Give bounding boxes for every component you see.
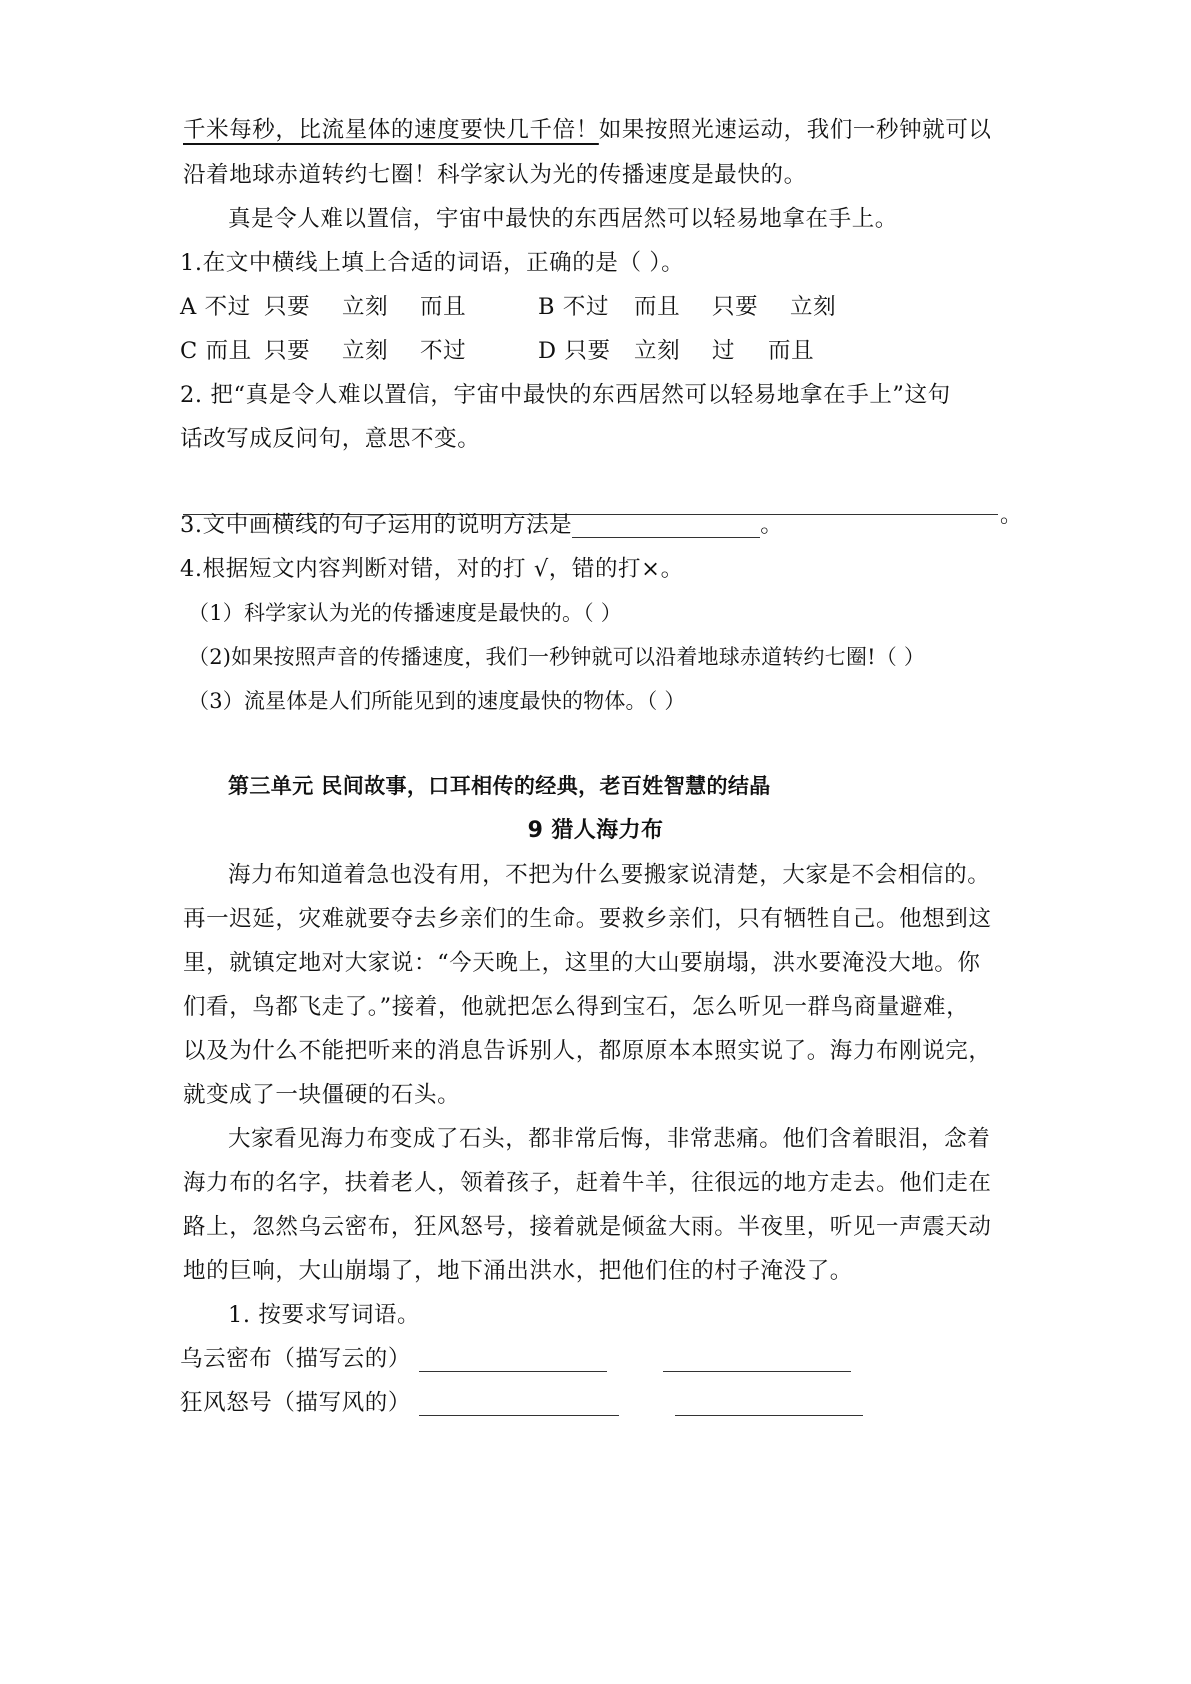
question-2-period: 。: [1000, 503, 1023, 528]
question-4-stem: 4.根据短文内容判断对错，对的打 √，错的打×。: [180, 556, 684, 582]
passage1-line-1: 千米每秒，比流星体的速度要快几千倍！如果按照光速运动，我们一秒钟就可以: [183, 117, 992, 143]
word-task-row-2: 狂风怒号（描写风的）: [180, 1388, 863, 1418]
question-4-item-1: （1）科学家认为光的传播速度是最快的。（ ）: [188, 601, 622, 625]
wind-word-blank-2[interactable]: [675, 1393, 863, 1416]
question-1-options-cd: C 而且 只要 立刻 不过 D 只要 立刻 过 而且: [180, 338, 815, 364]
question-4-item-3: （3）流星体是人们所能见到的速度最快的物体。（ ）: [188, 689, 686, 713]
passage2-line-10: 地的巨响，大山崩塌了，地下涌出洪水，把他们住的村子淹没了。: [183, 1258, 853, 1284]
passage1-line-3: 真是令人难以置信，宇宙中最快的东西居然可以轻易地拿在手上。: [228, 206, 898, 232]
passage2-line-7: 大家看见海力布变成了石头，都非常后悔，非常悲痛。他们含着眼泪，念着: [228, 1126, 991, 1152]
question-3-answer-blank[interactable]: [572, 515, 760, 538]
cloud-word-blank-2[interactable]: [663, 1349, 851, 1372]
cloud-word-blank-1[interactable]: [419, 1349, 607, 1372]
passage1-line-2: 沿着地球赤道转约七圈！科学家认为光的传播速度是最快的。: [183, 162, 807, 188]
question-2-stem-line-1: 2. 把“真是令人难以置信，宇宙中最快的东西居然可以轻易地拿在手上”这句: [180, 382, 951, 408]
passage2-line-3: 里，就镇定地对大家说：“今天晚上，这里的大山要崩塌，洪水要淹没大地。你: [183, 950, 981, 976]
passage2-line-1: 海力布知道着急也没有用，不把为什么要搬家说清楚，大家是不会相信的。: [228, 862, 991, 888]
question-3: 3.文中画横线的句子运用的说明方法是 。: [180, 512, 784, 538]
passage2-line-6: 就变成了一块僵硬的石头。: [183, 1082, 461, 1108]
question-4-item-2: （2)如果按照声音的传播速度，我们一秒钟就可以沿着地球赤道转约七圈!（ ）: [188, 645, 926, 669]
passage2-line-2: 再一迟延，灾难就要夺去乡亲们的生命。要救乡亲们，只有牺牲自己。他想到这: [183, 906, 992, 932]
wind-word-blank-1[interactable]: [419, 1393, 619, 1416]
unit-heading: 第三单元 民间故事，口耳相传的经典，老百姓智慧的结晶: [228, 774, 771, 798]
passage2-line-4: 们看，鸟都飞走了。”接着，他就把怎么得到宝石，怎么听见一群鸟商量避难，: [183, 994, 970, 1020]
underlined-sentence: 千米每秒，比流星体的速度要快几千倍！: [183, 117, 599, 143]
question-2-stem-line-2: 话改写成反问句，意思不变。: [180, 426, 481, 452]
word-task-row-1: 乌云密布（描写云的）: [180, 1344, 851, 1374]
question-1-options-ab: A 不过 只要 立刻 而且 B 不过 而且 只要 立刻: [180, 294, 837, 320]
passage2-line-9: 路上，忽然乌云密布，狂风怒号，接着就是倾盆大雨。半夜里，听见一声震天动: [183, 1214, 992, 1240]
passage2-line-8: 海力布的名字，扶着老人，领着孩子，赶着牛羊，往很远的地方走去。他们走在: [183, 1170, 992, 1196]
lesson-title: 9 猎人海力布: [527, 818, 664, 843]
word-task-stem: 1. 按要求写词语。: [228, 1302, 421, 1328]
question-1-stem: 1.在文中横线上填上合适的词语，正确的是（ ）。: [180, 250, 685, 276]
passage2-line-5: 以及为什么不能把听来的消息告诉别人，都原原本本照实说了。海力布刚说完，: [183, 1038, 992, 1064]
